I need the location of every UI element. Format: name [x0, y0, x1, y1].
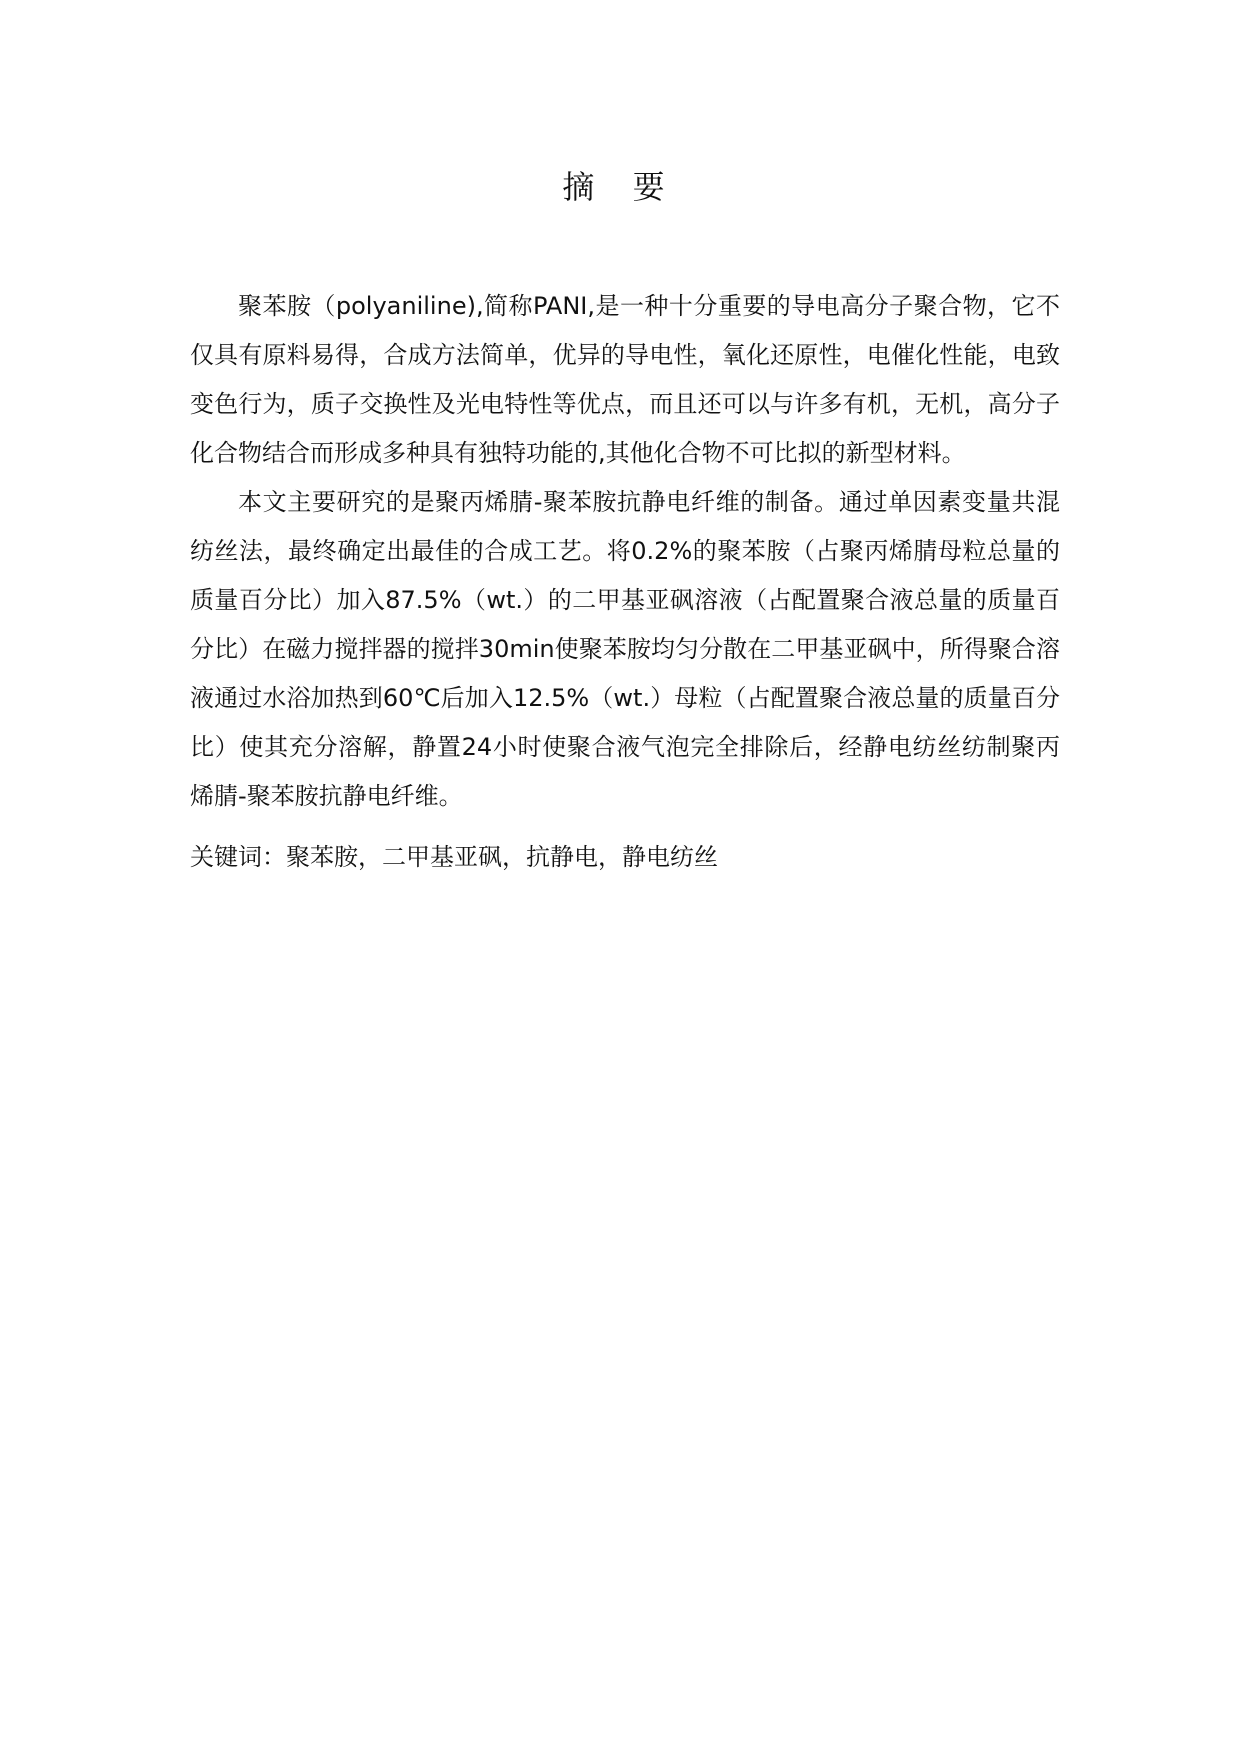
abstract-body — [190, 282, 1060, 882]
keywords-line: 关键词：聚苯胺，二甲基亚砜，抗静电，静电纺丝 — [190, 843, 718, 871]
page-title: 摘 要 — [562, 168, 679, 206]
abstract-paragraph-2: 本文主要研究的是聚丙烯腈-聚苯胺抗静电纤维的制备。通过单因素变量共混纺丝法，最终确定出最佳的合成工艺。将0.2%的聚苯胺（占聚丙烯腈母粒总量的质量百分比）加入87.5%（wt.）的二甲基亚砜溶液（占配置聚合液总量的质量百分比）在磁力搅拌器的搅拌30min使聚苯胺均匀分散在二甲基亚砜中，所得聚合溶液通过水浴加热到60℃后加入12.5%（wt.）母粒（占配置聚合液总量的质量百分比）使其充分溶解，静置24小时使聚合液气泡完全排除后，经静电纺丝纺制聚丙烯腈-聚苯胺抗静电纤维。 — [190, 488, 1060, 810]
abstract-paragraph-1: 聚苯胺（polyaniline),简称PANI,是一种十分重要的导电高分子聚合物，它不仅具有原料易得，合成方法简单，优异的导电性，氧化还原性，电催化性能，电致变色行为，质子交换性及光电特性等优点，而且还可以与许多有机，无机，高分子化合物结合而形成多种具有独特功能的,其他化合物不可比拟的新型材料。 — [190, 292, 1060, 467]
